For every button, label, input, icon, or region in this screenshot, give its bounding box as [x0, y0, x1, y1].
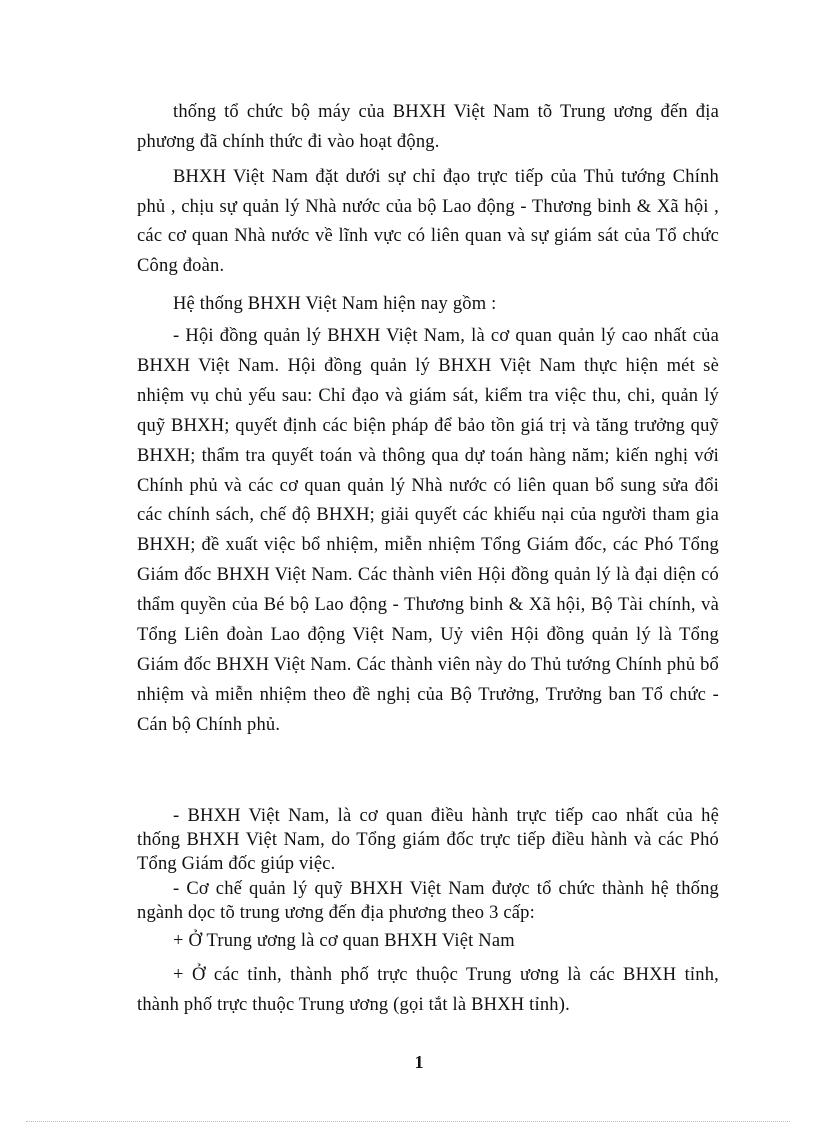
- paragraph-3: [137, 289, 719, 319]
- paragraph-1: [137, 97, 719, 157]
- page-number: 1: [414, 1052, 424, 1072]
- paragraph-6: [137, 877, 719, 925]
- paragraph-8: [137, 960, 719, 1020]
- paragraph-5: [137, 804, 719, 876]
- paragraph-text: BHXH Việt Nam đặt dưới sự chỉ đạo trực tiếp của Thủ tướng Chính phủ , chịu sự quản lý Nhà nước của bộ Lao động - Thương binh & Xã hội , các cơ quan Nhà nước về lĩnh vực có liên quan và sự giám sát của Tổ chức Công đoàn.: [137, 167, 719, 276]
- paragraph-text: thống tổ chức bộ máy của BHXH Việt Nam tõ Trung ương đến địa phương đã chính thức đi vào hoạt động.: [137, 102, 719, 152]
- paragraph-text: - Cơ chế quản lý quỹ BHXH Việt Nam được tổ chức thành hệ thống ngành dọc tõ trung ương đến địa phương theo 3 cấp:: [137, 879, 719, 923]
- paragraph-text: + Ở các tỉnh, thành phố trực thuộc Trung ương là các BHXH tỉnh, thành phố trực thuộc Trung ương (gọi tắt là BHXH tỉnh).: [137, 965, 719, 1015]
- paragraph-text: Hệ thống BHXH Việt Nam hiện nay gồm :: [173, 294, 497, 314]
- paragraph-2: [137, 163, 719, 281]
- paragraph-4: [137, 322, 719, 741]
- paragraph-7: [137, 926, 719, 956]
- page-bottom-divider: [26, 1121, 790, 1122]
- paragraph-text: - Hội đồng quản lý BHXH Việt Nam, là cơ quan quản lý cao nhất của BHXH Việt Nam. Hội đồng quản lý BHXH Việt Nam thực hiện mét sè nhiệm vụ chủ yếu sau: Chỉ đạo và giám sát, kiểm tra việc thu, chi, quản lý quỹ BHXH; quyết định các biện pháp để bảo tồn giá trị và tăng trưởng quỹ BHXH; thẩm tra quyết toán và thông qua dự toán hàng năm; kiến nghị với Chính phủ và các cơ quan quản lý Nhà nước có liên quan bổ sung sửa đổi các chính sách, chế độ BHXH; giải quyết các khiếu nại của người tham gia BHXH; đề xuất việc bổ nhiệm, miễn nhiệm Tổng Giám đốc, các Phó Tổng Giám đốc BHXH Việt Nam. Các thành viên Hội đồng quản lý là đại diện có thẩm quyền của Bé bộ Lao động - Thương binh & Xã hội, Bộ Tài chính, và Tổng Liên đoàn Lao động Việt Nam, Uỷ viên Hội đồng quản lý là Tổng Giám đốc BHXH Việt Nam. Các thành viên này do Thủ tướng Chính phủ bổ nhiệm và miễn nhiệm theo đề nghị của Bộ Trưởng, Trưởng ban Tổ chức - Cán bộ Chính phủ.: [137, 326, 719, 735]
- paragraph-text: - BHXH Việt Nam, là cơ quan điều hành trực tiếp cao nhất của hệ thống BHXH Việt Nam, do Tổng giám đốc trực tiếp điều hành và các Phó Tổng Giám đốc giúp việc.: [137, 806, 719, 874]
- paragraph-text: + Ở Trung ương là cơ quan BHXH Việt Nam: [173, 931, 515, 951]
